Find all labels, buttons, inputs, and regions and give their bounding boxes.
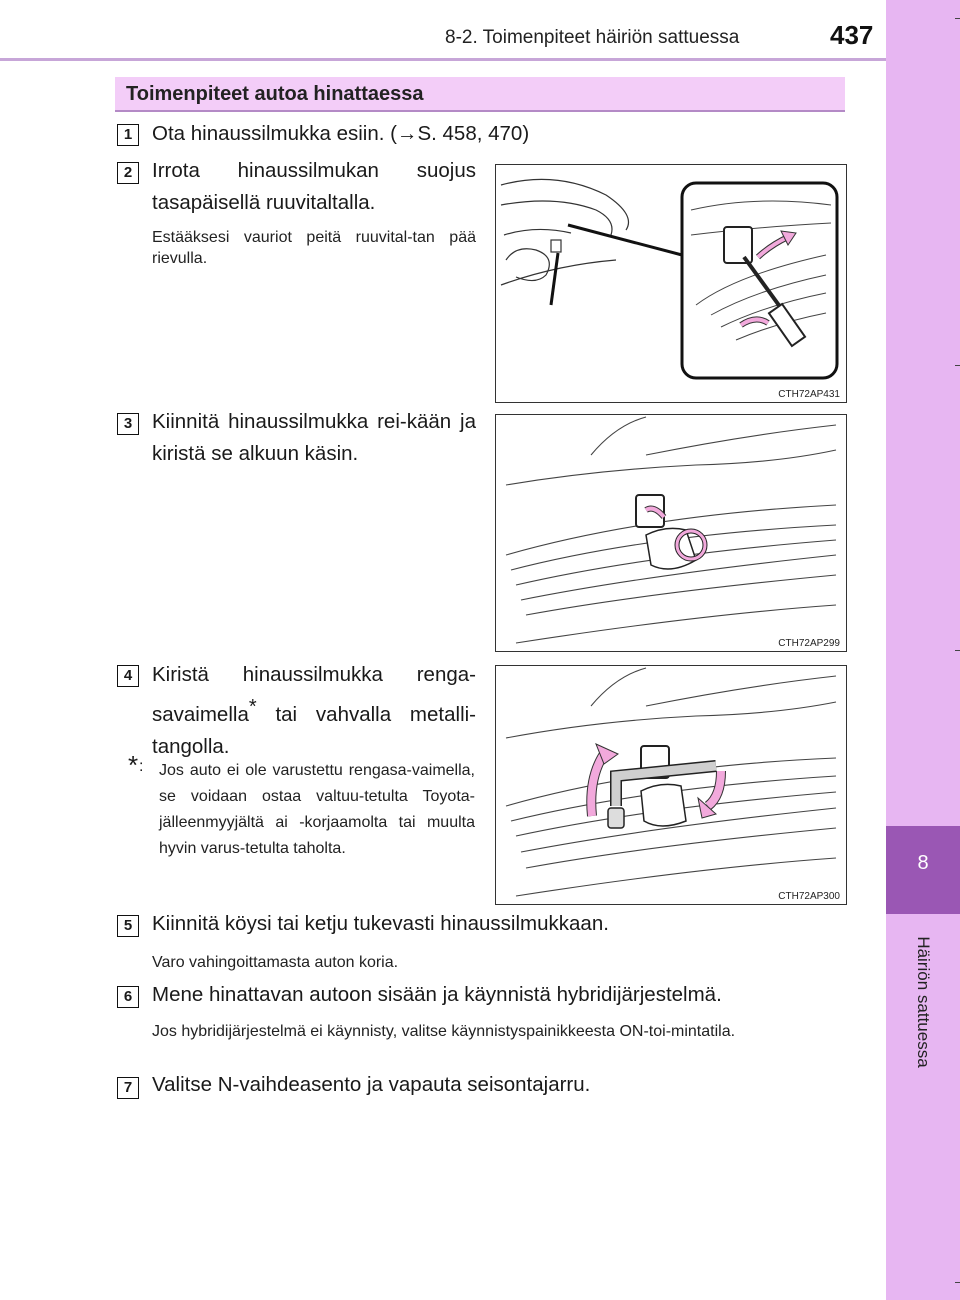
crop-mark [955, 1282, 960, 1283]
step-7-text: Valitse N-vaihdeasento ja vapauta seisontajarru. [152, 1073, 591, 1096]
figure-remove-cover [495, 164, 847, 403]
step-number-3: 3 [117, 413, 139, 435]
figure-code: CTH72AP300 [778, 891, 840, 902]
chapter-label: Häiriön sattuessa [914, 936, 933, 1068]
page-number: 437 [830, 20, 874, 50]
step-1-text: Ota hinaussilmukka esiin. (→S. 458, 470) [152, 122, 530, 145]
header-divider [0, 58, 886, 61]
crop-mark [955, 650, 960, 651]
chapter-number: 8 [917, 852, 929, 874]
step-3-text: Kiinnitä hinaussilmukka rei-kään ja kiristä se alkuun käsin. [152, 410, 476, 465]
step-number-2: 2 [117, 162, 139, 184]
section-heading: Toimenpiteet autoa hinattaessa [126, 83, 424, 105]
figure-code: CTH72AP299 [778, 638, 840, 649]
crop-mark [955, 365, 960, 366]
running-header: 8-2. Toimenpiteet häiriön sattuessa [445, 27, 740, 48]
step-6-note: Jos hybridijärjestelmä ei käynnisty, valitse käynnistyspainikkeesta ON-toi-mintatila. [152, 1023, 736, 1040]
footnote-marker: * [248, 696, 257, 718]
figure-code: CTH72AP431 [778, 389, 840, 400]
step-number-6: 6 [117, 986, 139, 1008]
step-4-text [152, 659, 476, 763]
step-4-text-part-2: tai vahvalla metalli-tangolla. [152, 703, 476, 758]
figure-attach-eyelet [495, 414, 847, 652]
step-number-1: 1 [117, 124, 139, 146]
crop-mark [955, 18, 960, 19]
footnote-star: * [128, 750, 139, 780]
step-2-text: Irrota hinaussilmukan suojus tasapäisellä ruuvitaltalla. [152, 159, 476, 214]
step-5-note: Varo vahingoittamasta auton koria. [152, 954, 399, 971]
figure-remove-cover-illustration [496, 165, 846, 402]
step-5-text: Kiinnitä köysi tai ketju tukevasti hinaussilmukkaan. [152, 912, 609, 935]
figure-attach-eyelet-illustration [496, 415, 846, 651]
step-number-7: 7 [117, 1077, 139, 1099]
step-6-text: Mene hinattavan autoon sisään ja käynnistä hybridijärjestelmä. [152, 983, 722, 1006]
step-4-text-part-1: Kiristä hinaussilmukka renga-savaimella [152, 663, 476, 726]
figure-tighten-eyelet-illustration [496, 666, 846, 904]
section-heading-bar [115, 77, 845, 112]
chapter-tab-strip [886, 0, 960, 1300]
step-2-note: Estääksesi vauriot peitä ruuvital-tan pää rievulla. [152, 229, 476, 267]
footnote-colon: : [139, 758, 144, 775]
step-number-5: 5 [117, 915, 139, 937]
figure-tighten-eyelet [495, 665, 847, 905]
footnote-text: Jos auto ei ole varustettu rengasa-vaimella, se voidaan ostaa valtuu-tetulta Toyota-jälleenmyyjältä ai -korjaamolta tai muulta hyvin varus-tetulta taholta. [159, 762, 475, 857]
step-number-4: 4 [117, 665, 139, 687]
